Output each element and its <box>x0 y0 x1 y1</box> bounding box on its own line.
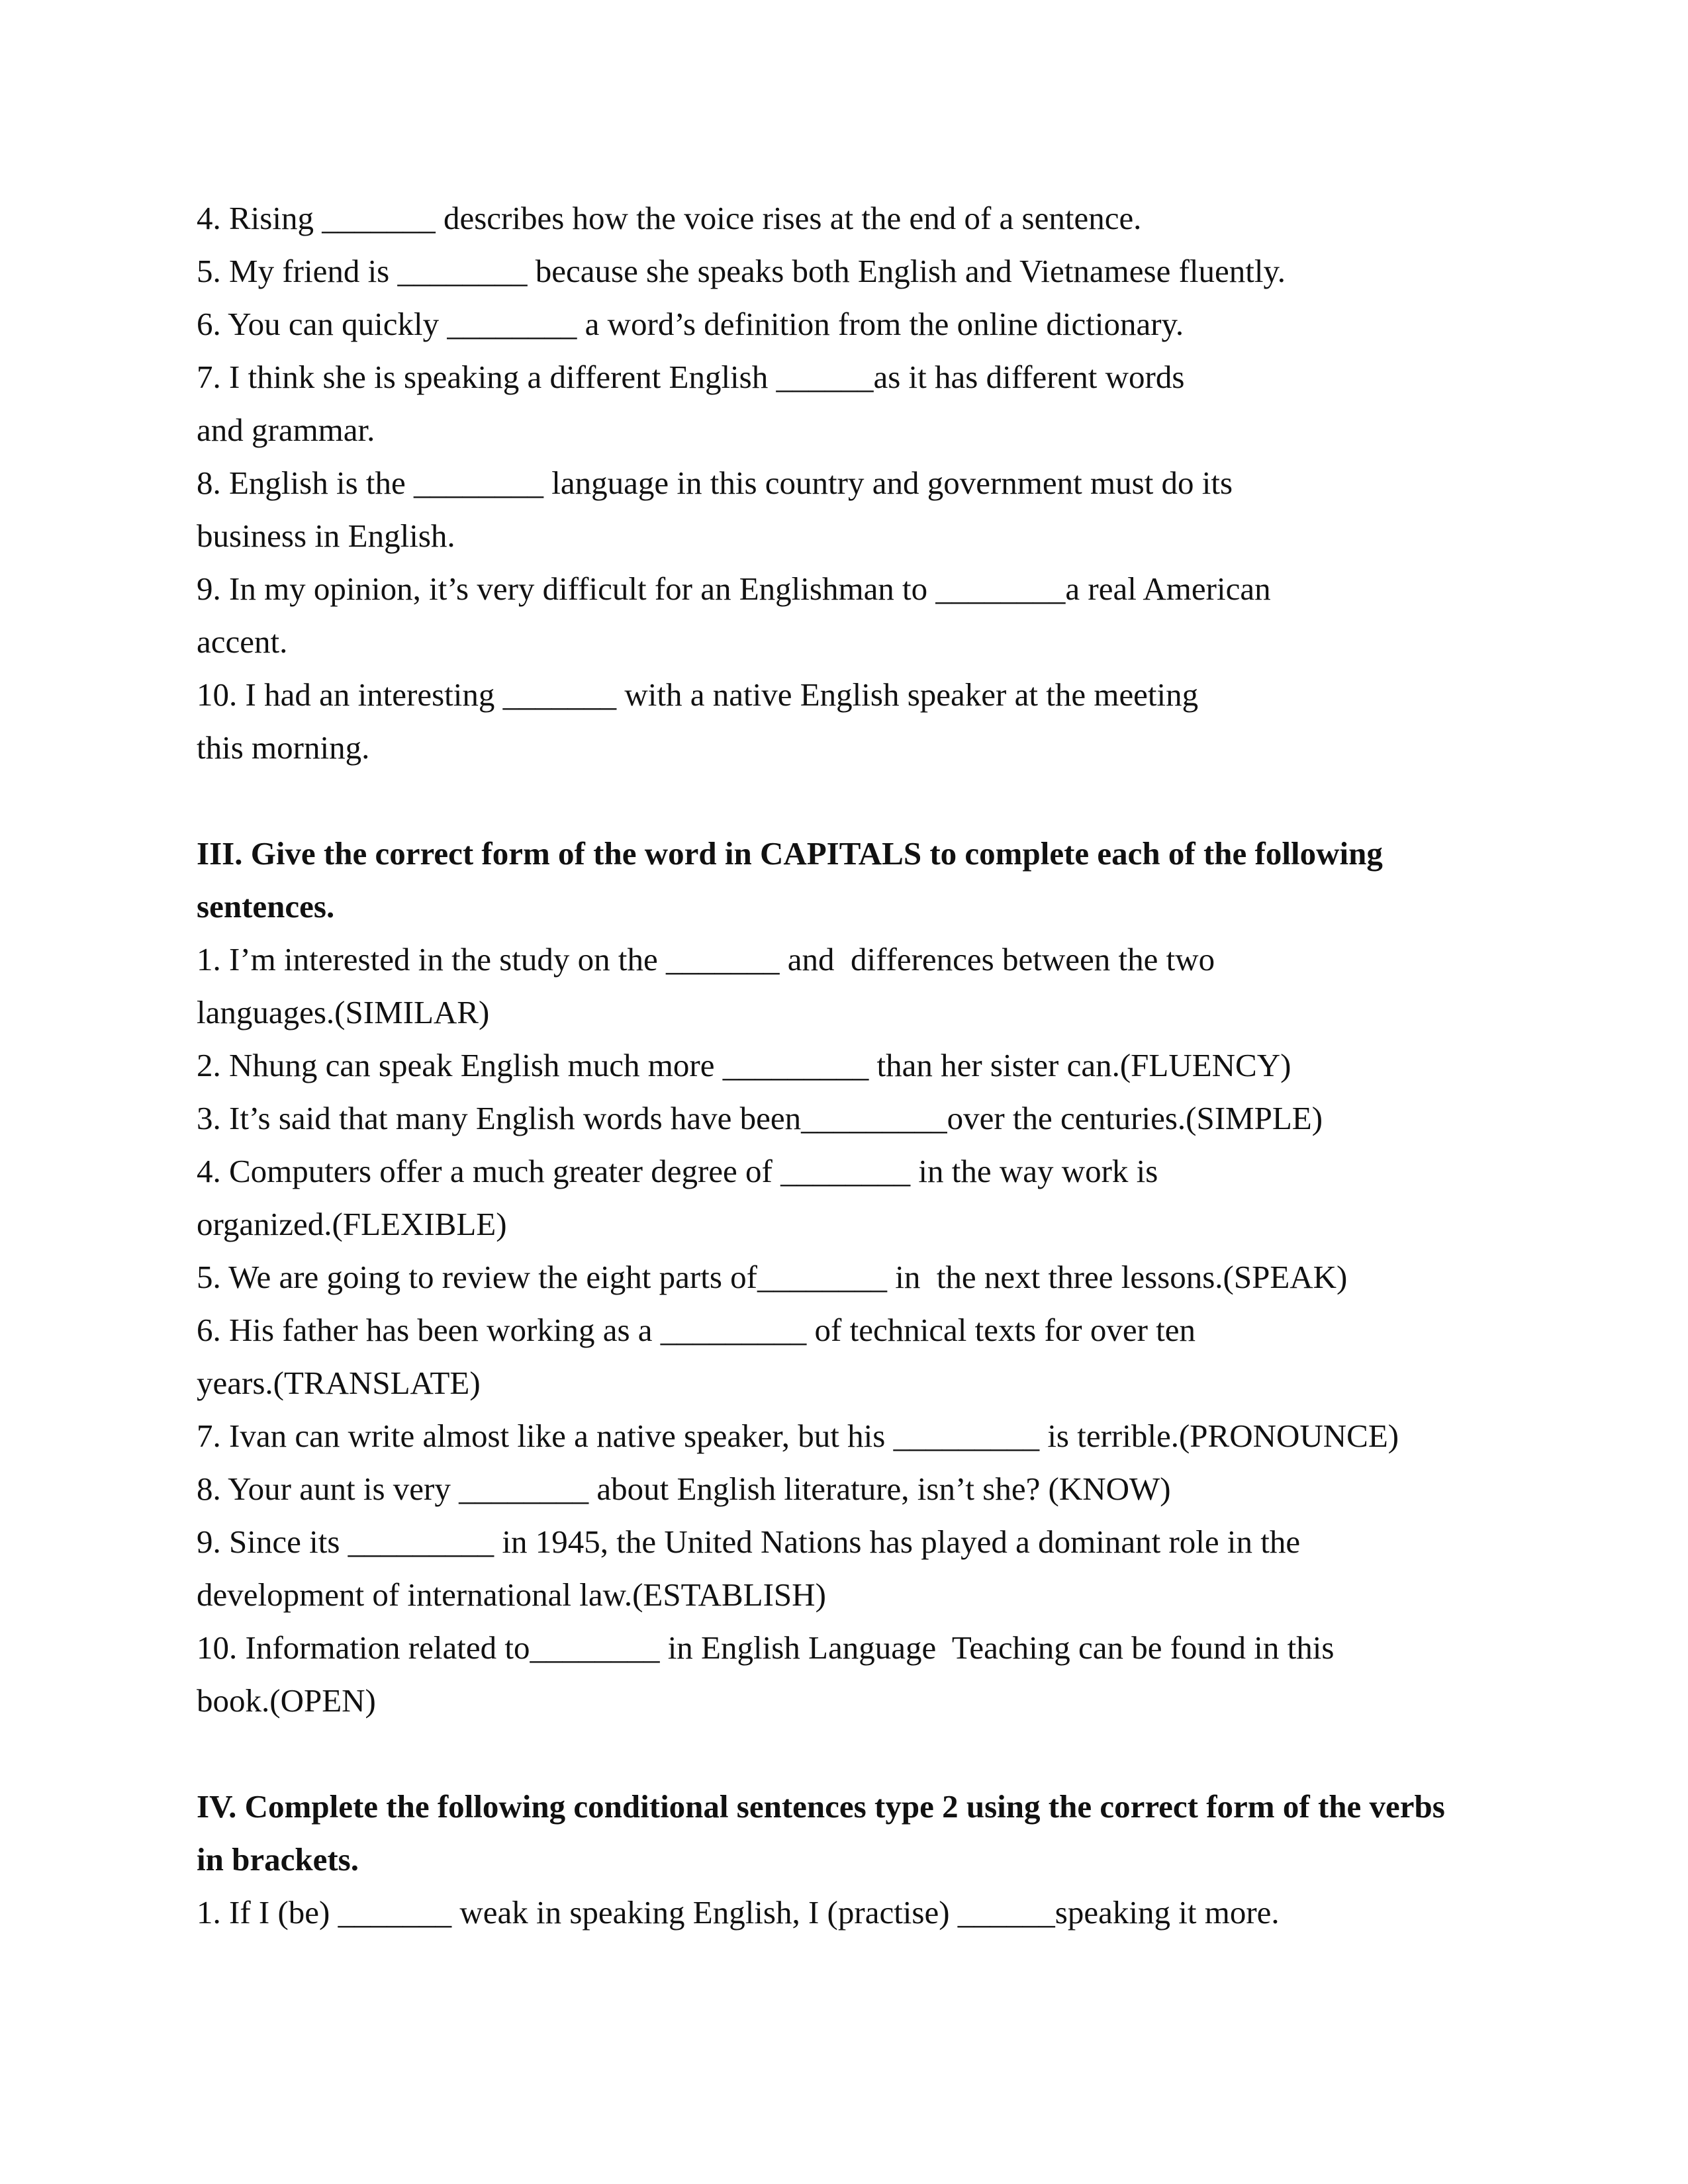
exercise-line: 10. Information related to________ in English Language Teaching can be found in this <box>197 1629 1335 1666</box>
worksheet-page <box>197 192 1521 1939</box>
section-spacer <box>197 1727 1521 1780</box>
exercise-line: 8. English is the ________ language in this country and government must do its <box>197 465 1233 501</box>
section-iii-heading: sentences. <box>197 888 335 925</box>
exercise-line: 1. I’m interested in the study on the _______ and differences between the two <box>197 941 1215 978</box>
exercise-line: 7. Ivan can write almost like a native speaker, but his _________ is terrible.(PRONOUNCE) <box>197 1418 1399 1454</box>
exercise-line: development of international law.(ESTABLISH) <box>197 1576 826 1613</box>
exercise-line: business in English. <box>197 518 455 554</box>
exercise-line: 2. Nhung can speak English much more _________ than her sister can.(FLUENCY) <box>197 1047 1291 1083</box>
exercise-line: years.(TRANSLATE) <box>197 1365 481 1401</box>
section-ii-continued <box>197 192 1521 774</box>
exercise-line: 9. In my opinion, it’s very difficult for an Englishman to ________a real American <box>197 570 1271 607</box>
exercise-line: 6. You can quickly ________ a word’s definition from the online dictionary. <box>197 306 1184 342</box>
exercise-line: 8. Your aunt is very ________ about English literature, isn’t she? (KNOW) <box>197 1471 1171 1507</box>
exercise-line: and grammar. <box>197 412 375 448</box>
exercise-line: 5. My friend is ________ because she speaks both English and Vietnamese fluently. <box>197 253 1286 289</box>
exercise-line: 4. Computers offer a much greater degree of ________ in the way work is <box>197 1153 1158 1189</box>
exercise-line: 10. I had an interesting _______ with a native English speaker at the meeting <box>197 676 1199 713</box>
exercise-line: 6. His father has been working as a _________ of technical texts for over ten <box>197 1312 1196 1348</box>
exercise-line: 5. We are going to review the eight parts of________ in the next three lessons.(SPEAK) <box>197 1259 1348 1295</box>
exercise-line: this morning. <box>197 729 370 766</box>
exercise-line: 7. I think she is speaking a different English ______as it has different words <box>197 359 1185 395</box>
section-iv-heading: in brackets. <box>197 1841 359 1878</box>
exercise-line: book.(OPEN) <box>197 1682 376 1719</box>
exercise-line: 9. Since its _________ in 1945, the United Nations has played a dominant role in the <box>197 1524 1301 1560</box>
exercise-line: 4. Rising _______ describes how the voice rises at the end of a sentence. <box>197 200 1142 236</box>
section-iii <box>197 827 1521 1727</box>
section-iv-heading: IV. Complete the following conditional sentences type 2 using the correct form of the verbs <box>197 1788 1445 1825</box>
exercise-line: accent. <box>197 623 288 660</box>
exercise-line: languages.(SIMILAR) <box>197 994 490 1030</box>
section-iii-heading: III. Give the correct form of the word in CAPITALS to complete each of the following <box>197 835 1383 872</box>
exercise-line: organized.(FLEXIBLE) <box>197 1206 507 1242</box>
section-spacer <box>197 774 1521 827</box>
exercise-line: 1. If I (be) _______ weak in speaking English, I (practise) ______speaking it more. <box>197 1894 1280 1931</box>
section-iv <box>197 1780 1521 1939</box>
exercise-line: 3. It’s said that many English words have been_________over the centuries.(SIMPLE) <box>197 1100 1323 1136</box>
